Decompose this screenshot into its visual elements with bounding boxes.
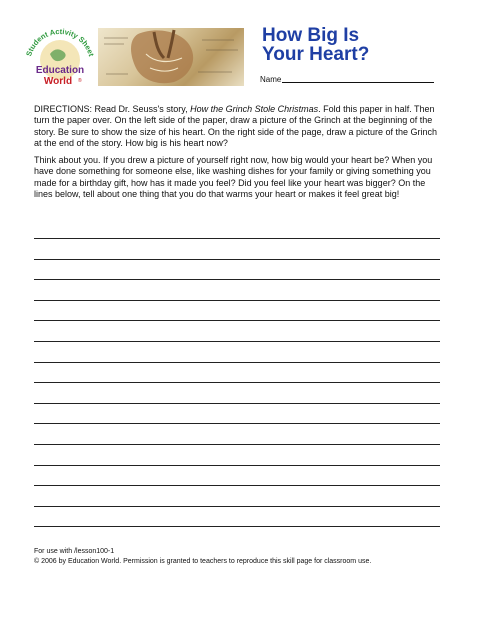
- directions-rest: . Fold this paper in half. Then turn the paper over. On the left side of the paper, draw a picture of the Grinch at the beginning of the story. Be sure to show the size of his heart. On the right side of the page, draw a picture of the Grinch at the end of the story. How big is his heart now?: [34, 104, 438, 149]
- writing-line: [34, 486, 440, 507]
- name-field: [260, 75, 434, 84]
- footer: [34, 547, 371, 567]
- writing-line: [34, 260, 440, 281]
- logo-brand-line2: World: [43, 76, 73, 87]
- directions-intro: DIRECTIONS: Read Dr. Seuss's story,: [34, 104, 191, 114]
- writing-line: [34, 280, 440, 301]
- writing-line: [34, 363, 440, 384]
- logo-arc-text: Student Activity Sheet: [24, 26, 96, 58]
- writing-line: [34, 424, 440, 445]
- education-world-logo: [22, 24, 98, 90]
- logo-brand-line1: Education: [35, 65, 85, 76]
- writing-line: [34, 321, 440, 342]
- writing-line: [34, 466, 440, 487]
- directions-paragraph: [34, 104, 446, 150]
- writing-line: [34, 383, 440, 404]
- writing-lines: [34, 238, 440, 527]
- title-line-2: Your Heart?: [262, 44, 370, 65]
- writing-line: [34, 404, 440, 425]
- heart-anatomy-image: [98, 28, 244, 86]
- page-title: [262, 26, 369, 64]
- prompt-paragraph: Think about you. If you drew a picture of yourself right now, how big would your heart be? When you have done something for someone else, like washing dishes for your family or giving something you made for a birthday gift, how has it made you feel? Did you feel like your heart was bigger? On the lines below, tell about one thing that you do that warms your heart or makes it feel great big!: [34, 155, 433, 200]
- writing-line: [34, 342, 440, 363]
- writing-line: [34, 445, 440, 466]
- name-label: Name: [260, 75, 282, 84]
- book-title: How the Grinch Stole Christmas: [190, 104, 319, 114]
- name-underline: [282, 82, 434, 83]
- logo-registered-mark: ®: [78, 78, 82, 84]
- footer-use-line: For use with /lesson100-1: [34, 548, 115, 555]
- footer-copyright: © 2006 by Education World. Permission is granted to teachers to reproduce this skill page for classroom use.: [34, 558, 372, 565]
- writing-line: [34, 239, 440, 260]
- heart-drawing: [98, 28, 244, 86]
- writing-line: [34, 507, 440, 528]
- title-line-1: How Big Is: [262, 25, 360, 46]
- writing-line: [34, 301, 440, 322]
